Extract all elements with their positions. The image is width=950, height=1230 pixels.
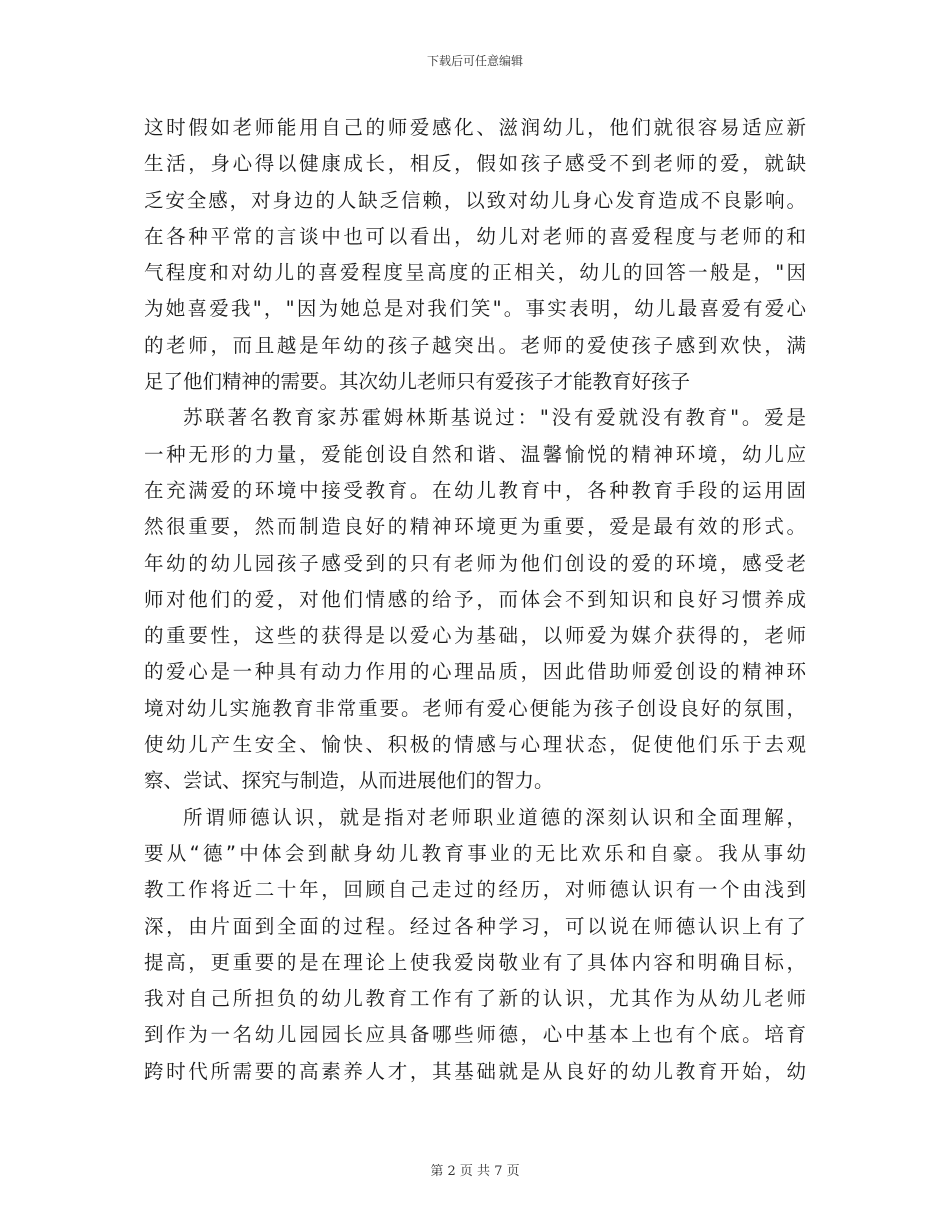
text-line: 所谓师德认识，就是指对老师职业道德的深刻认识和全面理解，	[183, 805, 806, 829]
text-line: 气程度和对幼儿的喜爱程度呈高度的正相关，幼儿的回答一般是，"因	[144, 261, 806, 285]
text-line: 跨时代所需要的高素养人才，其基础就是从良好的幼儿教育开始，幼	[144, 1059, 806, 1083]
paragraph	[144, 400, 806, 799]
text-line: 使幼儿产生安全、愉快、积极的情感与心理状态，促使他们乐于去观	[144, 733, 806, 757]
text-line: 要从“德”中体会到献身幼儿教育事业的无比欢乐和自豪。我从事幼	[144, 841, 806, 865]
text-line: 深，由片面到全面的过程。经过各种学习，可以说在师德认识上有了	[144, 914, 806, 938]
text-line: 教工作将近二十年，回顾自己走过的经历，对师德认识有一个由浅到	[144, 878, 806, 902]
paragraph	[144, 800, 806, 1090]
text-line: 到作为一名幼儿园园长应具备哪些师德，心中基本上也有个底。培育	[144, 1023, 806, 1047]
text-line: 乏安全感，对身边的人缺乏信赖，以致对幼儿身心发育造成不良影响。	[144, 188, 806, 212]
text-line: 的重要性，这些的获得是以爱心为基础，以师爱为媒介获得的，老师	[144, 624, 806, 648]
text-line: 师对他们的爱，对他们情感的给予，而体会不到知识和良好习惯养成	[144, 587, 806, 611]
text-line: 察、尝试、探究与制造，从而进展他们的智力。	[144, 769, 554, 793]
paragraph	[144, 110, 806, 400]
text-line: 的爱心是一种具有动力作用的心理品质，因此借助师爱创设的精神环	[144, 660, 806, 684]
text-line: 提高，更重要的是在理论上使我爱岗敬业有了具体内容和明确目标，	[144, 950, 806, 974]
text-line: 苏联著名教育家苏霍姆林斯基说过："没有爱就没有教育"。爱是	[183, 406, 806, 430]
text-line: 为她喜爱我"，"因为她总是对我们笑"。事实表明，幼儿最喜爱有爱心	[144, 297, 806, 321]
text-line: 在充满爱的环境中接受教育。在幼儿教育中，各种教育手段的运用固	[144, 478, 806, 502]
header-note: 下载后可任意编辑	[426, 54, 523, 68]
text-line: 在各种平常的言谈中也可以看出，幼儿对老师的喜爱程度与老师的和	[144, 224, 806, 248]
text-line: 我对自己所担负的幼儿教育工作有了新的认识，尤其作为从幼儿老师	[144, 987, 806, 1011]
text-line: 然很重要，然而制造良好的精神环境更为重要，爱是最有效的形式。	[144, 515, 806, 539]
page-indicator: 第 2 页 共 7 页	[430, 1164, 520, 1179]
text-line: 一种无形的力量，爱能创设自然和谐、温馨愉悦的精神环境，幼儿应	[144, 442, 806, 466]
text-line: 的老师，而且越是年幼的孩子越突出。老师的爱使孩子感到欢快，满	[144, 333, 806, 357]
text-line: 这时假如老师能用自己的师爱感化、滋润幼儿，他们就很容易适应新	[144, 116, 806, 139]
text-line: 境对幼儿实施教育非常重要。老师有爱心便能为孩子创设良好的氛围，	[144, 696, 806, 720]
text-line: 年幼的幼儿园孩子感受到的只有老师为他们创设的爱的环境，感受老	[144, 551, 806, 575]
text-line: 生活，身心得以健康成长，相反，假如孩子感受不到老师的爱，就缺	[144, 152, 806, 176]
document-body	[144, 110, 806, 1090]
text-line: 足了他们精神的需要。其次幼儿老师只有爱孩子才能教育好孩子	[144, 370, 691, 394]
